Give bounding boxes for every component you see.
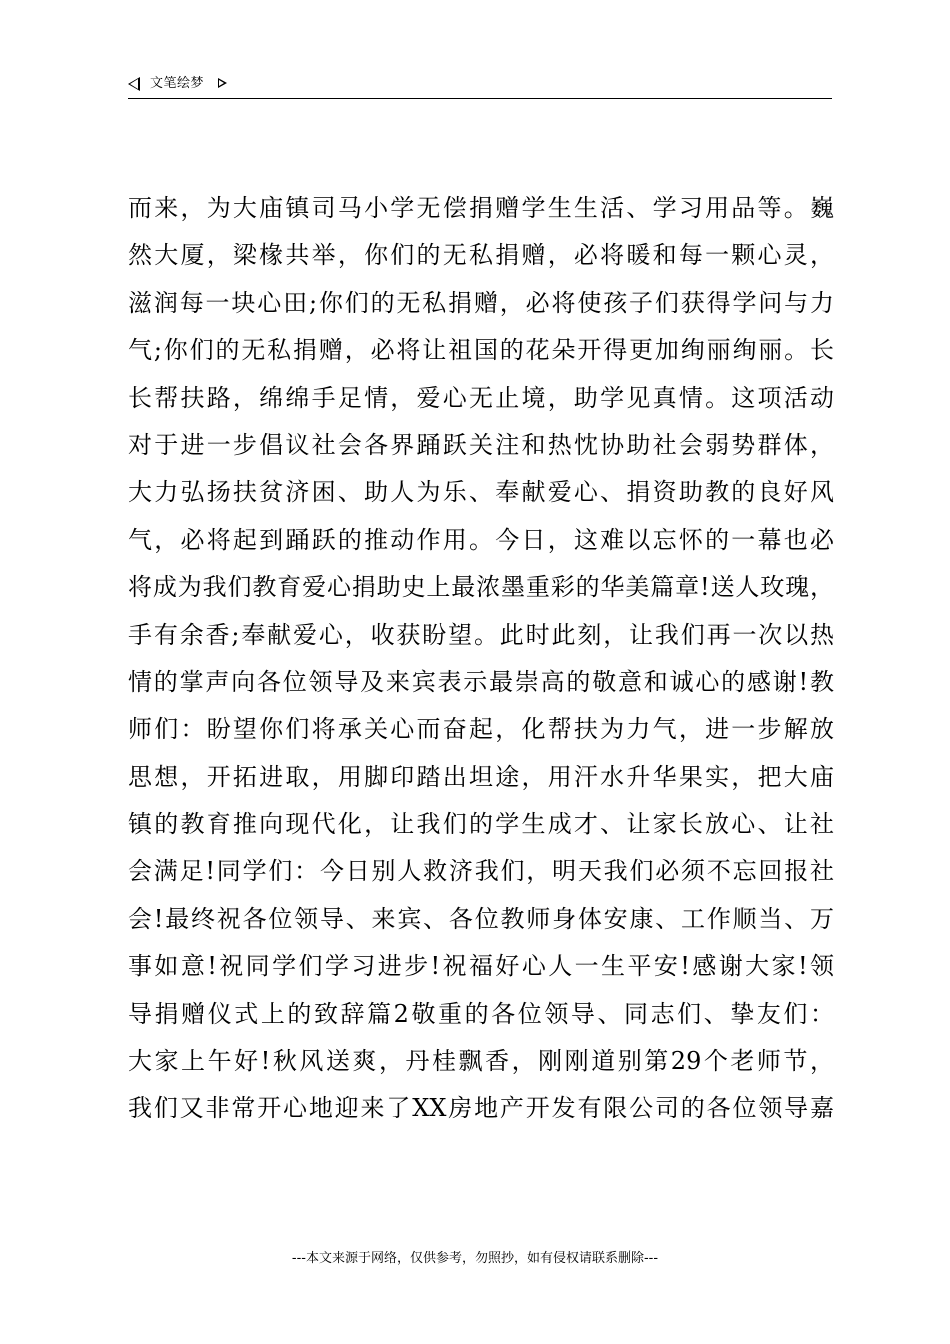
text-line: 手有余香;奉献爱心，收获盼望。此时此刻，让我们再一次以热 <box>128 620 834 649</box>
header-title: 文笔绘梦 <box>150 76 205 91</box>
page-footer: ---本文来源于网络，仅供参考，勿照抄，如有侵权请联系删除--- <box>291 1251 659 1266</box>
document-body <box>128 185 838 1133</box>
text-line: 大力弘扬扶贫济困、助人为乐、奉献爱心、捐资助教的良好风 <box>128 478 834 507</box>
text-line: 导捐赠仪式上的致辞篇2敬重的各位领导、同志们、挚友们： <box>128 999 834 1028</box>
text-line: 气;你们的无私捐赠，必将让祖国的花朵开得更加绚丽绚丽。长 <box>128 336 834 365</box>
text-line: 将成为我们教育爱心捐助史上最浓墨重彩的华美篇章!送人玫瑰， <box>128 573 834 602</box>
text-line: 会!最终祝各位领导、来宾、各位教师身体安康、工作顺当、万 <box>128 904 834 933</box>
triangle-left-icon <box>128 77 140 91</box>
text-line: 对于进一步倡议社会各界踊跃关注和热忱协助社会弱势群体， <box>128 430 834 459</box>
text-line: 而来，为大庙镇司马小学无偿捐赠学生生活、学习用品等。巍 <box>128 194 834 222</box>
text-line: 会满足!同学们：今日别人救济我们，明天我们必须不忘回报社 <box>128 857 834 886</box>
text-line: 滋润每一块心田;你们的无私捐赠，必将使孩子们获得学问与力 <box>128 288 834 317</box>
text-line: 长帮扶路，绵绵手足情，爱心无止境，助学见真情。这项活动 <box>128 383 834 412</box>
text-line: 师们：盼望你们将承关心而奋起，化帮扶为力气，进一步解放 <box>128 715 834 744</box>
text-line: 情的掌声向各位领导及来宾表示最崇高的敬意和诚心的感谢!教 <box>128 667 834 696</box>
page-header <box>128 74 832 99</box>
text-line: 气，必将起到踊跃的推动作用。今日，这难以忘怀的一幕也必 <box>128 525 834 554</box>
text-line: 事如意!祝同学们学习进步!祝福好心人一生平安!感谢大家!领 <box>128 952 834 981</box>
text-line: 然大厦，梁椽共举，你们的无私捐赠，必将暖和每一颗心灵， <box>128 241 834 270</box>
text-line: 镇的教育推向现代化，让我们的学生成才、让家长放心、让社 <box>128 810 834 839</box>
text-line: 思想，开拓进取，用脚印踏出坦途，用汗水升华果实，把大庙 <box>128 762 834 791</box>
text-line: 我们又非常开心地迎来了XX房地产开发有限公司的各位领导嘉 <box>128 1094 834 1123</box>
text-line: 大家上午好!秋风送爽，丹桂飘香，刚刚道别第29个老师节， <box>128 1047 834 1076</box>
triangle-right-icon <box>218 78 227 88</box>
